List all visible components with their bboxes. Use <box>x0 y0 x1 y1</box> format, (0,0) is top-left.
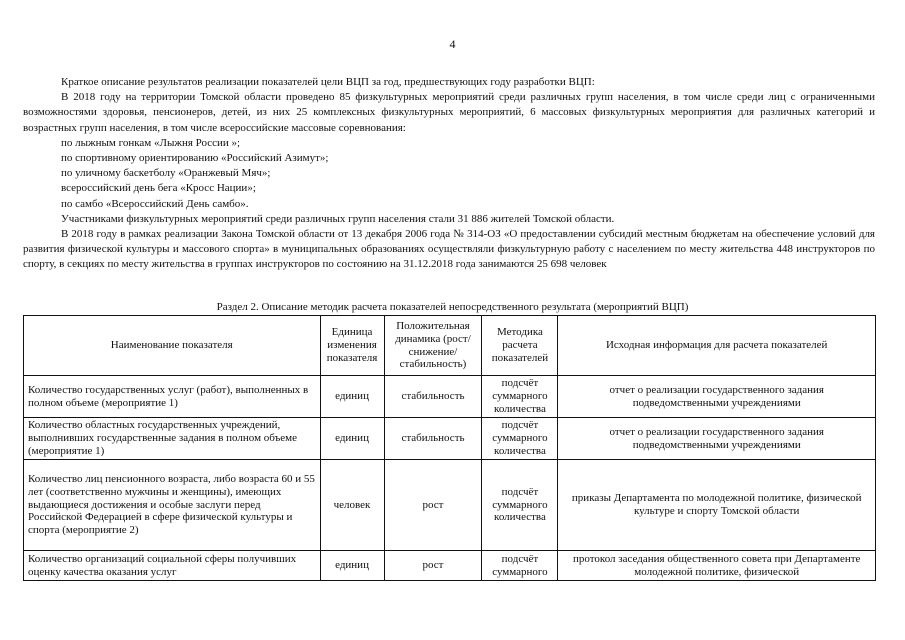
header-dynamics: Положительная динамика (рост/ снижение/ стабильность) <box>384 316 482 376</box>
table-row <box>24 418 876 460</box>
list-item: по лыжным гонкам «Лыжня России »; <box>61 136 241 149</box>
cell-unit: единиц <box>320 376 384 418</box>
methods-table <box>23 315 876 581</box>
cell-method: подсчёт суммарного количества <box>482 418 558 460</box>
cell-dynamics: стабильность <box>384 418 482 460</box>
header-source: Исходная информация для расчета показателей <box>558 316 876 376</box>
page-number: 4 <box>449 37 456 51</box>
intro-text <box>23 75 875 273</box>
table-header-row <box>24 316 876 376</box>
intro-paragraph-1: В 2018 году на территории Томской области проведено 85 физкультурных мероприятий среди различных групп населения, в том числе среди лиц с ограниченными возможностями здоровья, пенсионеров, детей, из них 25 комплексных физкультурных мероприятий, 6 массовых физкультурных мероприятия для различных категорий и возрастных групп населения, в том числе всероссийские массовые соревнования: <box>23 91 875 134</box>
cell-indicator-name: Количество лиц пенсионного возраста, либо возраста 60 и 55 лет (соответственно мужчины и женщины), имеющих выдающиеся достижения и особые заслуги перед Российской Федерацией в сфере физической культуры и спорта (мероприятие 2) <box>24 460 321 551</box>
cell-source: приказы Департамента по молодежной политике, физической культуре и спорту Томской области <box>558 460 876 551</box>
cell-indicator-name: Количество государственных услуг (работ), выполненных в полном объеме (мероприятие 1) <box>24 376 321 418</box>
cell-method: подсчёт суммарного количества <box>482 460 558 551</box>
table-row <box>24 460 876 551</box>
list-item: по спортивному ориентированию «Российский Азимут»; <box>61 152 329 165</box>
cell-source: протокол заседания общественного совета при Департаменте молодежной политике, физической <box>558 551 876 581</box>
intro-paragraph-2: Участниками физкультурных мероприятий среди различных групп населения стали 31 886 жителей Томской области. <box>61 212 615 225</box>
header-indicator-name: Наименование показателя <box>24 316 321 376</box>
cell-dynamics: рост <box>384 551 482 581</box>
cell-method: подсчёт суммарного <box>482 551 558 581</box>
cell-dynamics: рост <box>384 460 482 551</box>
cell-unit: единиц <box>320 551 384 581</box>
cell-indicator-name: Количество областных государственных учреждений, выполнивших государственные задания в полном объеме (мероприятие 1) <box>24 418 321 460</box>
table-row <box>24 551 876 581</box>
cell-source: отчет о реализации государственного задания подведомственными учреждениями <box>558 376 876 418</box>
intro-paragraph-3: В 2018 году в рамках реализации Закона Томской области от 13 декабря 2006 года № 314-ОЗ «О предоставлении субсидий местным бюджетам на обеспечение условий для развития физической культуры и массового спорта» в муниципальных образованиях осуществляли физкультурную работу с населением по месту жительства 448 инструкторов по спорту, в секциях по месту жительства в группах инструкторов по состоянию на 31.12.2018 года занимаются 25 698 человек <box>23 228 875 271</box>
list-item: по уличному баскетболу «Оранжевый Мяч»; <box>61 167 271 180</box>
list-item: всероссийский день бега «Кросс Нации»; <box>61 182 256 195</box>
header-method: Методика расчета показателей <box>482 316 558 376</box>
section-caption: Раздел 2. Описание методик расчета показателей непосредственного результата (мероприятий ВЦП) <box>216 301 689 313</box>
cell-dynamics: стабильность <box>384 376 482 418</box>
intro-heading: Краткое описание результатов реализации показателей цели ВЦП за год, предшествующих году разработки ВЦП: <box>61 76 595 88</box>
cell-source: отчет о реализации государственного задания подведомственными учреждениями <box>558 418 876 460</box>
header-unit: Единица изменения показателя <box>320 316 384 376</box>
cell-unit: единиц <box>320 418 384 460</box>
cell-indicator-name: Количество организаций социальной сферы получивших оценку качества оказания услуг <box>24 551 321 581</box>
cell-method: подсчёт суммарного количества <box>482 376 558 418</box>
list-item: по самбо «Всероссийский День самбо». <box>61 197 249 210</box>
cell-unit: человек <box>320 460 384 551</box>
table-row <box>24 376 876 418</box>
